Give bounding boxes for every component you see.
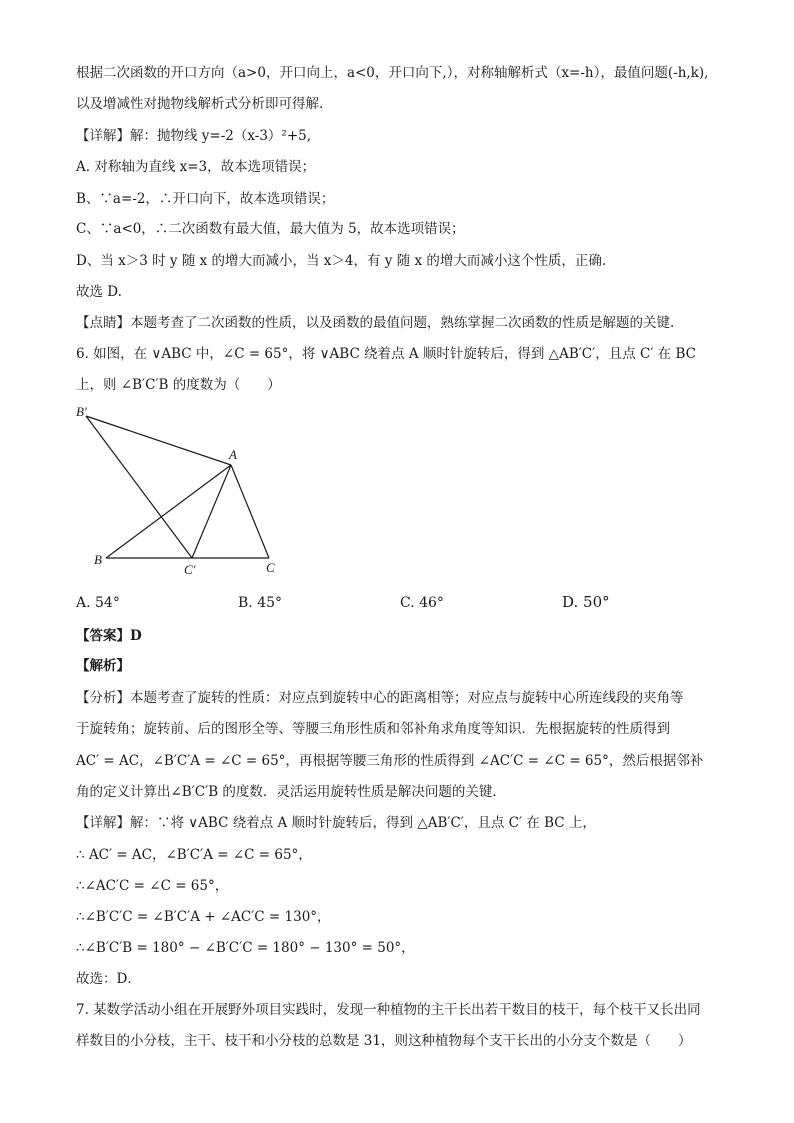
option-a: A. 54° bbox=[76, 595, 120, 611]
analysis-line-2: 于旋转角；旋转前、后的图形全等、等腰三角形性质和邻补角求角度等知识．先根据旋转的性质得到 bbox=[76, 721, 670, 737]
point-label-c-prime: C′ bbox=[184, 562, 196, 577]
detail-line-4: ∴∠B′C′C = ∠B′C′A + ∠AC′C = 130°， bbox=[76, 909, 331, 925]
line-8: 故选 D. bbox=[76, 284, 122, 300]
point-label-b: B bbox=[94, 552, 102, 567]
detail-line-6: 故选：D． bbox=[76, 971, 141, 987]
line-3: 【详解】解：抛物线 y=-2（x-3）²+5, bbox=[76, 128, 312, 144]
segment-b-prime-c-prime bbox=[86, 416, 192, 558]
line-6: C、∵a<0，∴二次函数有最大值，最大值为 5，故本选项错误； bbox=[76, 221, 465, 237]
question-6-line-2: 上，则 ∠B′C′B 的度数为（ ） bbox=[76, 377, 281, 393]
answer-heading: 【答案】D bbox=[76, 628, 142, 644]
detail-line-5: ∴∠B′C′B = 180° − ∠B′C′C = 180° − 130° = 50°， bbox=[76, 940, 415, 956]
option-b: B. 45° bbox=[238, 595, 283, 611]
option-d: D. 50° bbox=[562, 593, 610, 611]
option-c: C. 46° bbox=[400, 595, 444, 611]
point-label-a: A bbox=[229, 447, 237, 462]
line-2: 以及增减性对抛物线解析式分析即可得解. bbox=[76, 96, 324, 112]
line-9: 【点睛】本题考查了二次函数的性质，以及函数的最值问题，熟练掌握二次函数的性质是解题的关键. bbox=[76, 315, 675, 331]
analysis-line-3: AC′ = AC，∠B′C′A = ∠C = 65°，再根据等腰三角形的性质得到 ∠AC′C = ∠C = 65°，然后根据邻补 bbox=[76, 753, 704, 769]
analysis-heading: 【解析】 bbox=[76, 658, 130, 674]
detail-line-3: ∴∠AC′C = ∠C = 65°， bbox=[76, 878, 229, 894]
analysis-line-4: 角的定义计算出∠B′C′B 的度数．灵活运用旋转性质是解决问题的关键． bbox=[76, 784, 506, 800]
question-7-line-2: 样数目的小分枝，主干、枝干和小分枝的总数是 31，则这种植物每个支干长出的小分支个数是（ ） bbox=[76, 1033, 692, 1049]
line-1: 根据二次函数的开口方向（a>0，开口向上，a<0，开口向下,），对称轴解析式（x=-h），最值问题(-h,k), bbox=[76, 65, 709, 81]
question-6-line-1: 6. 如图，在 ∨ABC 中，∠C = 65°，将 ∨ABC 绕着点 A 顺时针旋转后，得到 △AB′C′，且点 C′ 在 BC bbox=[76, 346, 696, 362]
analysis-line-1: 【分析】本题考查了旋转的性质：对应点到旋转中心的距离相等；对应点与旋转中心所连线段的夹角等 bbox=[76, 690, 684, 706]
geometry-figure bbox=[76, 402, 296, 582]
segment-a-c bbox=[231, 465, 269, 558]
point-label-b-prime: B′ bbox=[76, 404, 87, 419]
question-7-line-1: 7. 某数学活动小组在开展野外项目实践时，发现一种植物的主干长出若干数目的枝干，每个枝干又长出同 bbox=[76, 1002, 701, 1018]
segment-b-a bbox=[106, 465, 231, 558]
segment-b-prime-a bbox=[86, 416, 231, 465]
detail-line-1: 【详解】解：∵将 ∨ABC 绕着点 A 顺时针旋转后，得到 △AB′C′，且点 C′ 在 BC 上， bbox=[76, 815, 596, 831]
detail-line-2: ∴ AC′ = AC，∠B′C′A = ∠C = 65°， bbox=[76, 847, 312, 863]
line-5: B、∵a=-2，∴开口向下，故本选项错误； bbox=[76, 191, 335, 207]
line-4: A. 对称轴为直线 x=3，故本选项错误； bbox=[76, 159, 316, 175]
line-7: D、当 x＞3 时 y 随 x 的增大而减小，当 x＞4，有 y 随 x 的增大而减小这个性质，正确. bbox=[76, 253, 607, 269]
point-label-c: C bbox=[266, 560, 275, 575]
